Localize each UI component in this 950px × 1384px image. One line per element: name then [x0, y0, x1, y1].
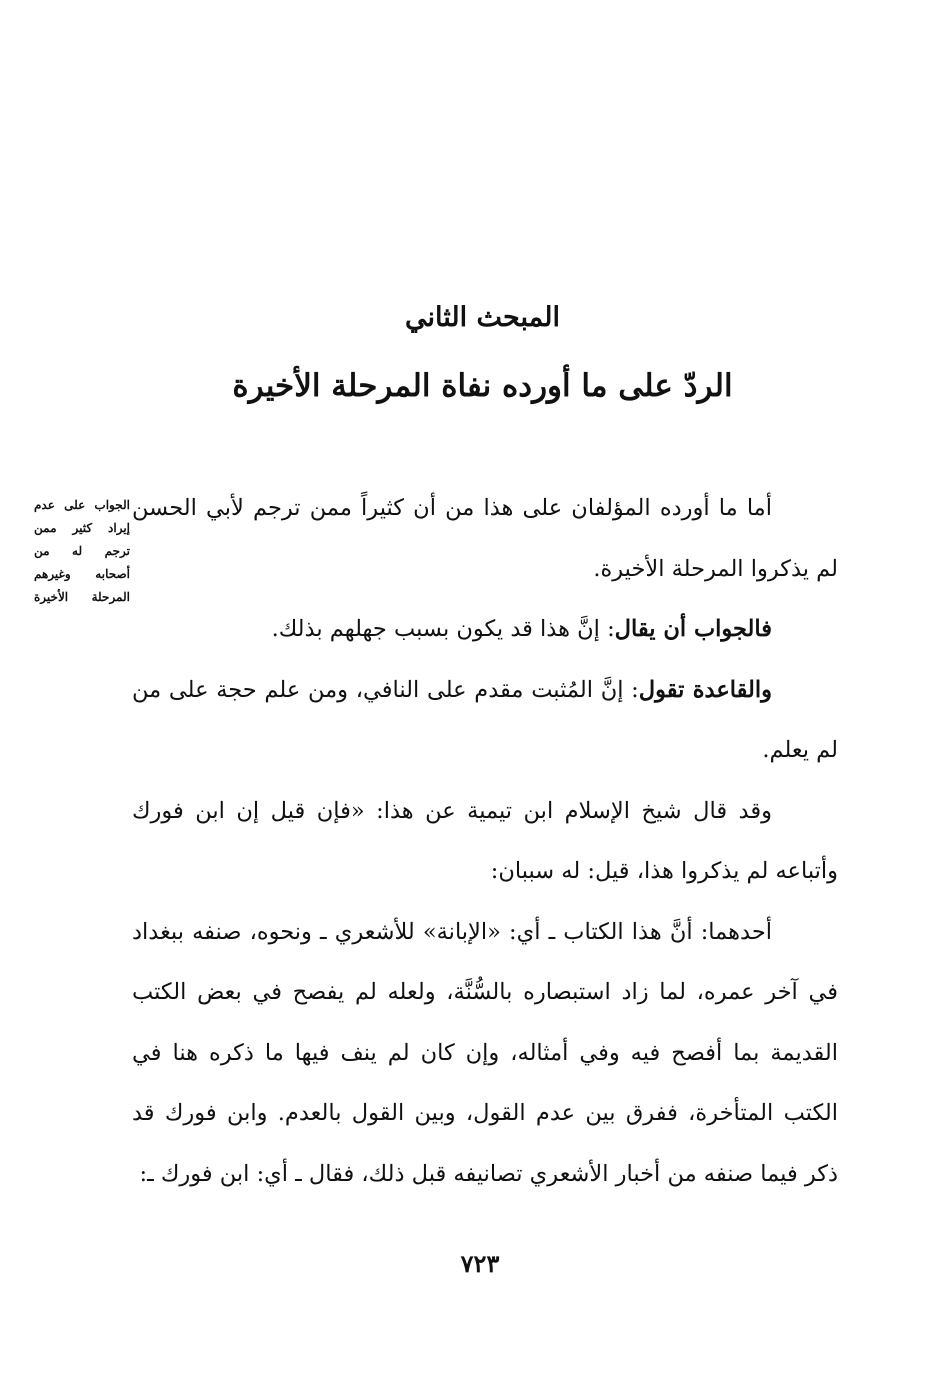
paragraph-text: : إنَّ المُثبت مقدم على النافي، ومن علم حجة على من لم يعلم. — [132, 676, 838, 763]
paragraph-answer — [132, 599, 838, 660]
paragraph-text: وقد قال شيخ الإسلام ابن تيمية عن هذا: «فإن قيل إن ابن فورك وأتباعه لم يذكروا هذا، قيل: له سببان: — [132, 797, 838, 884]
paragraph-text: : إنَّ هذا قد يكون بسبب جهلهم بذلك. — [271, 616, 615, 642]
margin-note — [34, 494, 130, 609]
paragraph-text: أما ما أورده المؤلفان على هذا من أن كثيراً ممن ترجم لأبي الحسن لم يذكروا المرحلة الأخيرة. — [132, 495, 838, 582]
paragraph-lead: فالجواب أن يقال — [614, 616, 772, 642]
page-title: الردّ على ما أورده نفاة المرحلة الأخيرة — [232, 368, 733, 404]
section-label: المبحث الثاني — [405, 302, 560, 333]
margin-note-line: الجواب على عدم — [34, 498, 130, 512]
page-number: ٧٢٣ — [460, 1249, 500, 1278]
margin-note-line: أصحابه وغيرهم — [34, 567, 130, 581]
body-text — [132, 478, 838, 1204]
paragraph-lead: والقاعدة تقول — [638, 676, 773, 703]
paragraph-rule — [132, 660, 838, 781]
paragraph-quote-intro — [132, 781, 838, 902]
margin-note-line: ترجم له من — [34, 544, 130, 558]
margin-note-line: المرحلة الأخيرة — [34, 590, 130, 604]
paragraph-intro — [132, 478, 838, 599]
paragraph-first-reason — [132, 902, 838, 1205]
paragraph-text: أحدهما: أنَّ هذا الكتاب ـ أي: «الإبانة» للأشعري ـ ونحوه، صنفه ببغداد في آخر عمره، لما زاد استبصاره بالسُّنَّة، ولعله لم يفصح في بعض الكتب القديمة بما أفصح فيه وفي أمثاله، وإن كان لم ينف فيها ما ذكره هنا في الكتب المتأخرة، ففرق بين عدم القول، وبين القول بالعدم. وابن فورك قد ذكر فيما صنفه من أخبار الأشعري تصانيفه قبل ذلك، فقال ـ أي: ابن فورك ـ: — [132, 918, 838, 1187]
margin-note-line: إيراد كثير ممن — [34, 521, 130, 535]
